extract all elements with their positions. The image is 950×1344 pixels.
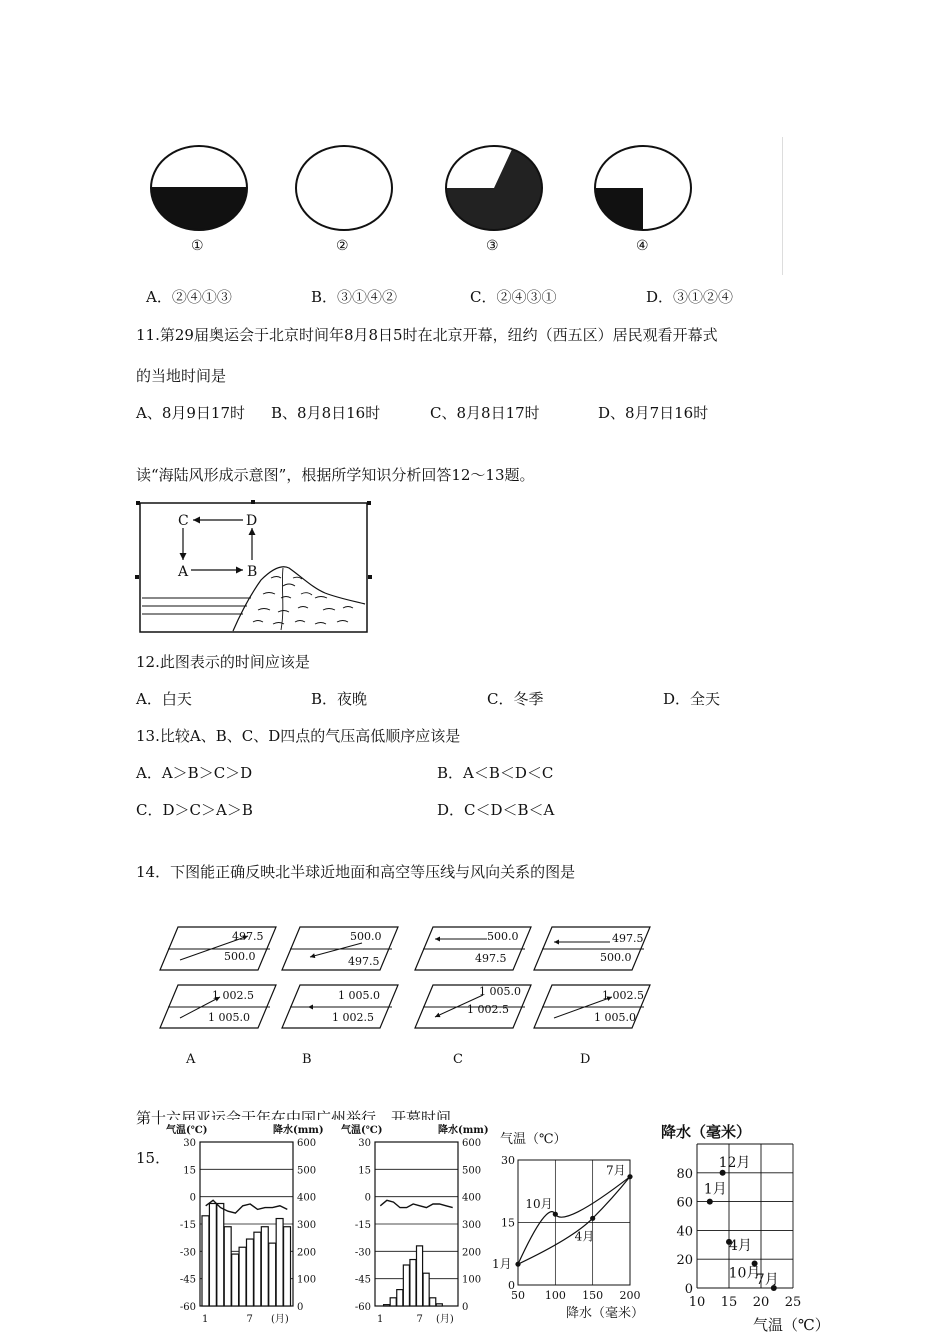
panel-b-top-high: 500.0 xyxy=(350,930,382,943)
point-a-label: A xyxy=(178,564,189,580)
precip-bar xyxy=(232,1254,239,1306)
data-point xyxy=(590,1216,595,1221)
q11-option-d: D、8月7日16时 xyxy=(598,404,709,422)
point-label: 10月 xyxy=(728,1265,761,1282)
circle-1 xyxy=(148,146,258,238)
data-point xyxy=(707,1199,713,1205)
precip-bar xyxy=(261,1227,268,1306)
y-tick-label: -30 xyxy=(354,1247,371,1259)
point-label: 4月 xyxy=(729,1237,752,1254)
y2-tick-label: 200 xyxy=(462,1247,482,1259)
x-tick-label: 150 xyxy=(582,1289,604,1302)
data-point xyxy=(627,1174,632,1179)
q13-option-d: D．C＜D＜B＜A xyxy=(437,801,555,819)
y2-tick-label: 300 xyxy=(462,1220,482,1231)
circle-3 xyxy=(438,145,558,243)
figure-frame-edge xyxy=(782,137,783,275)
point-label: 4月 xyxy=(574,1229,595,1244)
q13-stem: 13.比较A、B、C、D四点的气压高低顺序应该是 xyxy=(136,727,461,745)
x-axis-label: 气温（℃） xyxy=(753,1316,830,1334)
y2-tick-label: 400 xyxy=(297,1192,317,1204)
circle-4 xyxy=(588,146,691,238)
precip-bar xyxy=(410,1260,416,1306)
precip-bar xyxy=(417,1246,423,1306)
circle-2 xyxy=(296,146,392,230)
y2-tick-label: 400 xyxy=(462,1192,482,1204)
climate-chart-1 xyxy=(160,1120,335,1328)
x-tick-label: 1 xyxy=(202,1314,209,1325)
panel-a-label: A xyxy=(186,1052,196,1067)
y-tick-label: 80 xyxy=(676,1166,693,1182)
y-tick-label: -30 xyxy=(179,1247,196,1259)
panel-b-bottom-low: 1 002.5 xyxy=(332,1011,374,1024)
precip-bar xyxy=(254,1232,261,1306)
y-axis-label: 气温（℃） xyxy=(500,1132,567,1147)
q12-option-d: D．全天 xyxy=(663,690,721,708)
y-tick-label: -60 xyxy=(354,1302,371,1313)
y-tick-label: 0 xyxy=(189,1192,196,1204)
y2-tick-label: 300 xyxy=(297,1220,317,1231)
precip-bar xyxy=(284,1227,291,1306)
y-tick-label: 30 xyxy=(183,1138,196,1149)
x-tick-label: 200 xyxy=(619,1289,641,1302)
q12-option-c: C．冬季 xyxy=(487,690,544,708)
point-d-label: D xyxy=(246,513,258,529)
y-tick-label: 15 xyxy=(501,1216,515,1230)
x-tick-label: (月) xyxy=(436,1314,454,1325)
panel-b-bottom-high: 1 005.0 xyxy=(338,989,380,1002)
circle-label-4: ④ xyxy=(636,238,649,254)
point-label: 1月 xyxy=(492,1257,512,1272)
x-tick-label: 7 xyxy=(246,1314,253,1325)
y2-tick-label: 500 xyxy=(462,1165,482,1177)
q11-stem-line2: 的当地时间是 xyxy=(136,367,227,385)
q15-partial-stem: 15．读 xyxy=(136,1149,186,1167)
y-tick-label: -45 xyxy=(354,1274,371,1286)
circle-label-2: ② xyxy=(336,238,349,254)
y2-tick-label: 0 xyxy=(462,1302,469,1313)
panel-d-top-high: 497.5 xyxy=(612,932,644,945)
q10-option-b: B．③①④② xyxy=(311,288,398,306)
panel-c xyxy=(415,927,531,1067)
panel-a-top-high: 497.5 xyxy=(232,930,264,943)
panel-d-bottom-low: 1 005.0 xyxy=(594,1011,636,1024)
precip-bar xyxy=(269,1243,276,1306)
data-point xyxy=(553,1212,558,1217)
point-b-label: B xyxy=(247,564,258,580)
point-label: 7月 xyxy=(606,1163,626,1178)
x-tick-label: 25 xyxy=(784,1295,802,1310)
y-tick-label: 0 xyxy=(508,1279,515,1292)
q12-stem: 12.此图表示的时间应该是 xyxy=(136,653,310,671)
panel-d-top-low: 500.0 xyxy=(600,951,632,964)
y-tick-label: 0 xyxy=(684,1282,693,1297)
x-tick-label: 100 xyxy=(544,1289,566,1302)
precip-bar xyxy=(390,1298,396,1306)
illumination-circles-figure xyxy=(138,133,788,278)
y2-tick-label: 200 xyxy=(297,1247,317,1259)
q11-stem-line1: 11.第29届奥运会于北京时间年8月8日5时在北京开幕，纽约（西五区）居民观看开幕式 xyxy=(136,326,718,344)
x-axis-label: 降水（毫米） xyxy=(566,1306,645,1321)
q12-option-b: B．夜晚 xyxy=(311,690,368,708)
temp-precip-chart xyxy=(492,1125,650,1325)
isobar-panels-figure xyxy=(150,915,670,1075)
precip-bar xyxy=(239,1247,246,1306)
y2-tick-label: 600 xyxy=(462,1138,482,1149)
point-label: 1月 xyxy=(703,1181,727,1198)
q14-stem: 14．下图能正确反映北半球近地面和高空等压线与风向关系的图是 xyxy=(136,863,576,881)
intro-12-13: 读“海陆风形成示意图”，根据所学知识分析回答12～13题。 xyxy=(136,466,535,484)
q10-option-d: D．③①②④ xyxy=(646,288,734,306)
precip-bar xyxy=(423,1273,429,1306)
precip-temp-scatter xyxy=(655,1118,835,1340)
y2-tick-label: 100 xyxy=(462,1274,482,1286)
q13-option-b: B．A＜B＜D＜C xyxy=(437,764,554,782)
q10-option-a: A．②④①③ xyxy=(146,288,232,306)
y2-axis-label: 降水(mm) xyxy=(273,1125,324,1136)
y-tick-label: 30 xyxy=(358,1138,371,1149)
q11-option-a: A、8月9日17时 xyxy=(136,404,246,422)
x-tick-label: 10 xyxy=(688,1295,706,1310)
point-label: 12月 xyxy=(718,1154,751,1171)
y-tick-label: -60 xyxy=(179,1302,196,1313)
panel-c-top-low: 497.5 xyxy=(475,952,507,965)
q13-option-c: C．D＞C＞A＞B xyxy=(136,801,253,819)
y-tick-label: -15 xyxy=(354,1220,371,1231)
y-tick-label: 15 xyxy=(358,1165,371,1177)
point-label: 7月 xyxy=(755,1272,779,1288)
precip-bar xyxy=(209,1204,216,1307)
data-point xyxy=(515,1262,520,1267)
panel-d-label: D xyxy=(580,1052,591,1067)
x-tick-label: 1 xyxy=(377,1314,384,1325)
precip-bar xyxy=(217,1204,224,1307)
x-tick-label: 50 xyxy=(511,1289,525,1302)
y2-tick-label: 500 xyxy=(297,1165,317,1177)
y-tick-label: 60 xyxy=(676,1195,693,1211)
circle-label-1: ① xyxy=(191,238,204,254)
precip-bar xyxy=(384,1305,390,1306)
panel-a-bottom-high: 1 002.5 xyxy=(212,989,254,1002)
sea-land-breeze-diagram xyxy=(133,498,378,638)
circle-label-3: ③ xyxy=(486,238,499,254)
panel-c-label: C xyxy=(453,1052,463,1067)
precip-bar xyxy=(436,1304,442,1306)
panel-a-top-low: 500.0 xyxy=(224,950,256,963)
precip-bar xyxy=(397,1290,403,1306)
point-c-label: C xyxy=(178,513,189,529)
q13-option-a: A．A＞B＞C＞D xyxy=(136,764,253,782)
y2-tick-label: 100 xyxy=(297,1274,317,1286)
y-tick-label: 30 xyxy=(501,1154,515,1167)
y-tick-label: 20 xyxy=(676,1253,693,1269)
panel-a xyxy=(160,927,276,1067)
climate-chart-2 xyxy=(335,1120,500,1328)
x-tick-label: 15 xyxy=(720,1295,738,1310)
panel-b xyxy=(282,927,398,1067)
y-tick-label: 0 xyxy=(364,1192,371,1204)
panel-d xyxy=(534,927,650,1067)
precip-bar xyxy=(224,1227,231,1306)
y2-tick-label: 0 xyxy=(297,1302,304,1313)
temperature-line xyxy=(380,1200,452,1207)
precip-bar xyxy=(247,1239,254,1306)
y2-axis-label: 降水(mm) xyxy=(438,1125,489,1136)
y-axis-label: 降水（毫米） xyxy=(661,1123,752,1141)
y-tick-label: 40 xyxy=(676,1224,693,1240)
panel-c-top-high: 500.0 xyxy=(487,930,519,943)
upper-curve xyxy=(518,1177,630,1265)
precip-bar xyxy=(430,1298,436,1306)
x-tick-label: 20 xyxy=(752,1295,770,1310)
q12-option-a: A．白天 xyxy=(136,690,192,708)
panel-b-top-low: 497.5 xyxy=(348,955,380,968)
q11-option-c: C、8月8日17时 xyxy=(430,404,540,422)
q15-partial-intro: 第十六届亚运会于年在中国广州举行，开幕时间 xyxy=(136,1109,452,1127)
precip-bar xyxy=(202,1216,209,1306)
panel-b-label: B xyxy=(302,1052,312,1067)
y-axis-label: 气温(℃) xyxy=(166,1125,208,1136)
precip-bar xyxy=(276,1219,283,1306)
x-tick-label: (月) xyxy=(271,1314,289,1325)
y-tick-label: -45 xyxy=(179,1274,196,1286)
y-tick-label: -15 xyxy=(179,1220,196,1231)
y2-tick-label: 600 xyxy=(297,1138,317,1149)
y-axis-label: 气温(℃) xyxy=(341,1125,383,1136)
panel-a-bottom-low: 1 005.0 xyxy=(208,1011,250,1024)
panel-d-bottom-high: 1 002.5 xyxy=(602,989,644,1002)
panel-c-bottom-high: 1 005.0 xyxy=(479,985,521,998)
point-label: 10月 xyxy=(525,1197,553,1212)
x-tick-label: 7 xyxy=(416,1314,423,1325)
panel-c-bottom-low: 1 002.5 xyxy=(467,1003,509,1016)
precip-bar xyxy=(403,1265,409,1306)
y-tick-label: 15 xyxy=(183,1165,196,1177)
q10-option-c: C．②④③① xyxy=(470,288,557,306)
q11-option-b: B、8月8日16时 xyxy=(271,404,381,422)
